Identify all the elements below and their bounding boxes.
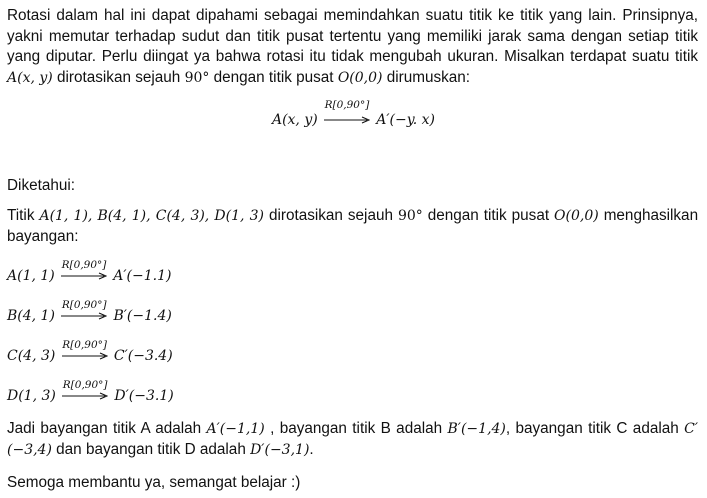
rotation-arrow-label: R[0,90°] — [61, 299, 107, 311]
known-text2: dirotasikan sejauh — [268, 207, 393, 224]
formula-arrow-label: R[0,90°] — [324, 99, 370, 111]
conclusion-text: , bayangan titik C adalah — [505, 420, 679, 437]
rotation-rhs: C′(−3.4) — [113, 348, 173, 364]
rotation-line-b — [7, 299, 172, 326]
conclusion-d: D′(−3,1) — [250, 441, 310, 458]
rotation-arrow-label: R[0,90°] — [62, 339, 107, 351]
formula-rhs: A′(−y. x) — [376, 112, 436, 128]
conclusion-text: dan bayangan titik D adalah — [56, 440, 246, 458]
known-points: A(1, 1), B(4, 1), C(4, 3), D(1, 3) — [39, 208, 264, 224]
conclusion-b: B′(−1,4) — [447, 421, 506, 437]
rotation-formula — [0, 99, 707, 129]
intro-end: dirumuskan: — [386, 68, 471, 86]
rotation-lhs: D(1, 3) — [7, 388, 56, 404]
known-angle: 90° — [397, 208, 423, 224]
intro-angle: 90° — [184, 69, 210, 86]
intro-center: O(0,0) — [337, 69, 383, 86]
intro-paragraph — [7, 6, 698, 88]
rotation-arrow-label: R[0,90°] — [62, 379, 108, 391]
rotation-lhs: C(4, 3) — [7, 348, 56, 364]
rotation-arrow — [62, 339, 108, 360]
rotation-rhs: B′(−1.4) — [113, 308, 172, 324]
rotation-lhs: B(4, 1) — [7, 308, 55, 324]
rotation-rhs: A′(−1.1) — [113, 268, 172, 284]
known-heading: Diketahui: — [7, 177, 76, 194]
intro-mid: dirotasikan sejauh — [57, 68, 181, 86]
formula-lhs: A(x, y) — [271, 112, 318, 128]
intro-mid2: dengan titik pusat — [213, 68, 334, 86]
conclusion-text: , bayangan titik B adalah — [270, 420, 443, 437]
known-text3: dengan titik pusat — [427, 207, 550, 224]
rotation-line-d — [7, 379, 174, 406]
rotation-arrow-label: R[0,90°] — [61, 259, 107, 271]
formula-arrow — [324, 99, 370, 124]
conclusion-c: C′(−3,4) — [7, 421, 699, 458]
rotation-arrow — [61, 259, 107, 280]
rotation-arrow — [61, 299, 107, 320]
known-text1: Titik — [7, 207, 35, 224]
conclusion-text: Jadi bayangan titik A adalah — [7, 420, 202, 437]
conclusion-a: A′(−1,1) — [206, 421, 265, 437]
known-center: O(0,0) — [554, 208, 599, 224]
known-text4: menghasilkan bayangan: — [7, 207, 699, 245]
rotation-line-c — [7, 339, 173, 366]
intro-point: A(x, y) — [7, 69, 53, 86]
right-arrow-icon — [324, 116, 370, 124]
conclusion-text: . — [309, 440, 314, 458]
rotation-line-a — [7, 259, 172, 286]
conclusion-paragraph — [7, 419, 698, 460]
intro-sentence: Rotasi dalam hal ini dapat dipahami sebagai memindahkan suatu titik ke titik yang lain. Prinsipnya, yakni memutar terhadap sudut dan titik pusat tertentu yang memiliki jarak sama dengan setiap titik yang diputar. Perlu diingat ya bahwa rotasi itu tidak mengubah ukuran. Misalkan terdapat suatu titik — [7, 7, 698, 65]
rotation-rhs: D′(−3.1) — [114, 388, 174, 404]
known-paragraph — [7, 206, 698, 247]
closing-text: Semoga membantu ya, semangat belajar :) — [7, 474, 301, 491]
rotation-arrow — [62, 379, 108, 400]
rotation-lhs: A(1, 1) — [7, 268, 55, 284]
